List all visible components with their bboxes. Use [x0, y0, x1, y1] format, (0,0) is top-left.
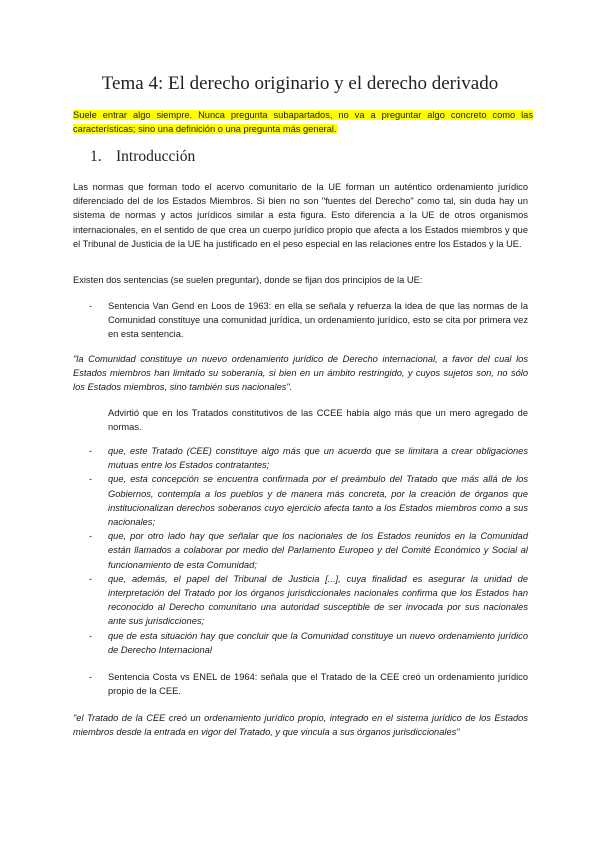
list-item — [73, 444, 528, 472]
section-number: 1. — [90, 148, 102, 165]
list-item — [73, 529, 528, 572]
bullet-dash: - — [89, 446, 93, 456]
bullet-dash: - — [89, 630, 93, 641]
quote-costa: "el Tratado de la CEE creó un ordenamiento jurídico propio, integrado en el sistema jurídico de los Estados miembros desde la entrada en vigor del Tratado, y que vincula a sus órganos jurisdiccionales" — [73, 713, 528, 738]
section-title: Introducción — [116, 148, 196, 165]
bullet-dash: - — [89, 573, 93, 584]
quote-van-gend: "la Comunidad constituye un nuevo ordenamiento jurídico de Derecho internacional, a favor del cual los Estados miembros han limitado su soberanía, si bien en un ámbito restringido, y cuyos sujetos son, no sólo los Estados miembros, sino también sus nacionales". — [73, 354, 528, 393]
reasons-list — [73, 444, 528, 657]
highlighted-note-text: Suele entrar algo siempre. Nunca pregunta subapartados, no va a preguntar algo concreto como las características; sino una definición o una pregunta más general. — [73, 110, 533, 134]
bullet-costa-text: Sentencia Costa vs ENEL de 1964: señala que el Tratado de la CEE creó un ordenamiento jurídico propio de la CEE. — [108, 672, 528, 697]
highlighted-note — [73, 108, 533, 136]
bullet-dash: - — [89, 531, 93, 542]
section-heading — [90, 148, 195, 166]
intro-paragraph: Las normas que forman todo el acervo comunitario de la UE forman un auténtico ordenamiento jurídico diferenciado del de los Estados Miembros. Si bien no son "fuentes del Derecho" como tal, sin duda hay un sistema de normas y actos jurídicos similar a esta figura. Esto diferencia a la UE de otros organismos internacionales, en el sentido de que crea un cuerpo jurídico propio que afecta a los Estados miembros y que el Tribunal de Justicia de la UE ha justificado en el peso especial en las relaciones entre los Estados y la UE. — [73, 182, 528, 249]
list-item-text: que, además, el papel del Tribunal de Justicia [...], cuya finalidad es asegurar la unidad de interpretación del Tratado por los órganos jurisdiccionales nacionales confirma que los Estados han reconocido al Derecho comunitario una autoridad susceptible de ser invocada por sus nacionales ante sus jurisdicciones; — [108, 573, 528, 627]
list-item — [73, 572, 528, 629]
two-sentences-paragraph: Existen dos sentencias (se suelen preguntar), donde se fijan dos principios de la UE: — [73, 275, 423, 285]
advirtio-paragraph: Advirtió que en los Tratados constitutivos de las CCEE había algo más que un mero agregado de normas. — [108, 408, 528, 433]
page-title: Tema 4: El derecho originario y el derecho derivado — [101, 73, 499, 94]
list-item-text: que, por otro lado hay que señalar que los nacionales de los Estados reunidos en la Comunidad están llamados a colaborar por medio del Parlamento Europeo y del Comité Económico y Social al funcionamiento de esta Comunidad; — [108, 531, 528, 570]
list-item — [73, 472, 528, 529]
bullet-dash: - — [89, 672, 93, 682]
list-item-text: que de esta situación hay que concluir que la Comunidad constituye un nuevo ordenamiento jurídico de Derecho Internacional — [108, 630, 528, 655]
list-item-text: que, esta concepción se encuentra confirmada por el preámbulo del Tratado que más allá de los Gobiernos, contempla a los pueblos y de manera más concreta, por la creación de órganos que institucionalizan derechos soberanos cuyo ejercicio afecta tanto a los Estados miembros como a sus nacionales; — [108, 474, 528, 528]
bullet-dash: - — [89, 474, 93, 485]
list-item-text: que, este Tratado (CEE) constituye algo más que un acuerdo que se limitara a crear obligaciones mutuas entre los Estados contratantes; — [108, 446, 528, 471]
bullet-van-gend — [73, 299, 528, 342]
bullet-costa — [73, 670, 528, 698]
list-item — [73, 629, 528, 657]
bullet-van-gend-text: Sentencia Van Gend en Loos de 1963: en ella se señala y refuerza la idea de que las normas de la Comunidad constituye una comunidad jurídica, un ordenamiento jurídico, esto se cita por primera vez en esta sentencia. — [108, 301, 528, 340]
bullet-dash: - — [89, 301, 93, 311]
